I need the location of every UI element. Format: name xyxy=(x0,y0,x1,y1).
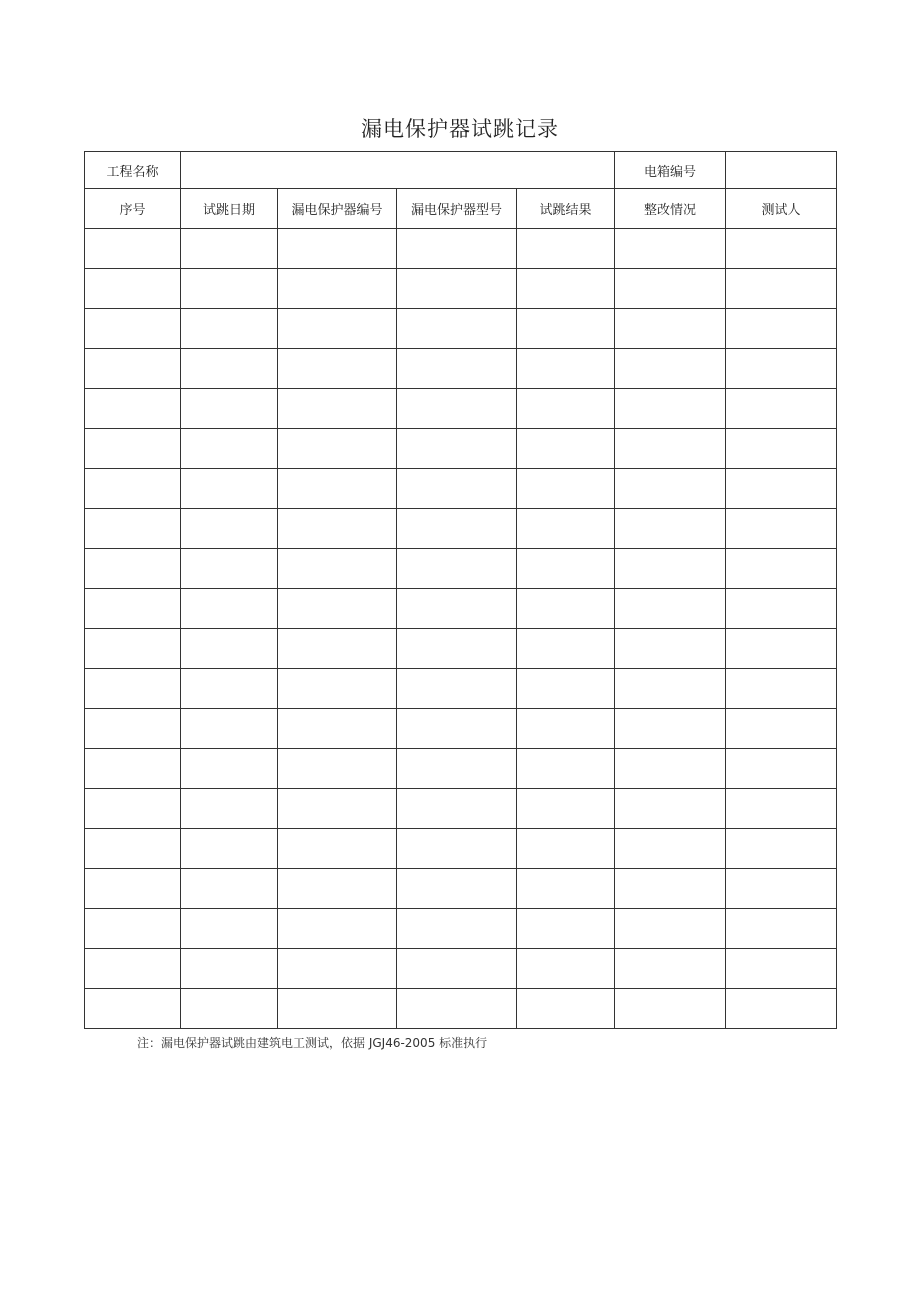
col-header-test-result: 试跳结果 xyxy=(517,189,615,229)
cell-rectification[interactable] xyxy=(615,869,726,909)
cell-serial[interactable] xyxy=(85,709,181,749)
cell-device-model[interactable] xyxy=(397,669,517,709)
project-info-row xyxy=(85,152,837,189)
cell-device-model[interactable] xyxy=(397,869,517,909)
table-row xyxy=(85,629,837,669)
cell-test-result[interactable] xyxy=(517,309,615,349)
col-header-device-model: 漏电保护器型号 xyxy=(397,189,517,229)
table-row xyxy=(85,349,837,389)
cell-device-model[interactable] xyxy=(397,989,517,1029)
cell-serial[interactable] xyxy=(85,589,181,629)
cell-test-date[interactable] xyxy=(181,389,278,429)
cell-tester[interactable] xyxy=(726,629,837,669)
cell-rectification[interactable] xyxy=(615,909,726,949)
cell-rectification[interactable] xyxy=(615,549,726,589)
cell-device-no[interactable] xyxy=(278,909,397,949)
cell-rectification[interactable] xyxy=(615,589,726,629)
cell-test-result[interactable] xyxy=(517,949,615,989)
cell-test-result[interactable] xyxy=(517,469,615,509)
table-row xyxy=(85,709,837,749)
cell-tester[interactable] xyxy=(726,469,837,509)
cell-test-date[interactable] xyxy=(181,469,278,509)
header-row xyxy=(85,189,837,229)
table-row xyxy=(85,749,837,789)
table-row xyxy=(85,269,837,309)
cell-serial[interactable] xyxy=(85,789,181,829)
cell-test-result[interactable] xyxy=(517,789,615,829)
table-row xyxy=(85,429,837,469)
project-name-label: 工程名称 xyxy=(85,152,181,189)
cell-device-model[interactable] xyxy=(397,949,517,989)
cell-test-date[interactable] xyxy=(181,509,278,549)
cell-tester[interactable] xyxy=(726,229,837,269)
cell-serial[interactable] xyxy=(85,549,181,589)
cell-test-result[interactable] xyxy=(517,629,615,669)
cell-device-no[interactable] xyxy=(278,669,397,709)
cell-rectification[interactable] xyxy=(615,949,726,989)
cell-device-model[interactable] xyxy=(397,909,517,949)
cell-serial[interactable] xyxy=(85,269,181,309)
cell-device-model[interactable] xyxy=(397,549,517,589)
cell-device-no[interactable] xyxy=(278,749,397,789)
cell-rectification[interactable] xyxy=(615,509,726,549)
cell-test-date[interactable] xyxy=(181,549,278,589)
cell-test-date[interactable] xyxy=(181,989,278,1029)
cell-device-no[interactable] xyxy=(278,429,397,469)
table-row xyxy=(85,989,837,1029)
cell-device-no[interactable] xyxy=(278,629,397,669)
cell-test-result[interactable] xyxy=(517,389,615,429)
cell-test-result[interactable] xyxy=(517,549,615,589)
cell-serial[interactable] xyxy=(85,869,181,909)
table-row xyxy=(85,909,837,949)
table-row xyxy=(85,589,837,629)
cell-tester[interactable] xyxy=(726,269,837,309)
cell-serial[interactable] xyxy=(85,989,181,1029)
project-name-cell[interactable] xyxy=(181,152,615,189)
cell-tester[interactable] xyxy=(726,789,837,829)
cell-tester[interactable] xyxy=(726,869,837,909)
cell-device-model[interactable] xyxy=(397,589,517,629)
box-no-cell[interactable] xyxy=(726,152,837,189)
cell-serial[interactable] xyxy=(85,429,181,469)
cell-rectification[interactable] xyxy=(615,989,726,1029)
table-row xyxy=(85,789,837,829)
col-header-test-date: 试跳日期 xyxy=(181,189,278,229)
cell-rectification[interactable] xyxy=(615,829,726,869)
cell-device-no[interactable] xyxy=(278,949,397,989)
cell-test-date[interactable] xyxy=(181,629,278,669)
cell-device-model[interactable] xyxy=(397,349,517,389)
cell-test-date[interactable] xyxy=(181,869,278,909)
cell-test-date[interactable] xyxy=(181,229,278,269)
cell-tester[interactable] xyxy=(726,749,837,789)
footnote: 注：漏电保护器试跳由建筑电工测试，依据 JGJ46-2005 标准执行 xyxy=(137,1036,488,1050)
cell-device-model[interactable] xyxy=(397,829,517,869)
cell-test-result[interactable] xyxy=(517,429,615,469)
table-row xyxy=(85,469,837,509)
cell-test-result[interactable] xyxy=(517,269,615,309)
cell-rectification[interactable] xyxy=(615,349,726,389)
cell-test-date[interactable] xyxy=(181,269,278,309)
cell-tester[interactable] xyxy=(726,429,837,469)
cell-device-model[interactable] xyxy=(397,229,517,269)
table-row xyxy=(85,229,837,269)
cell-device-no[interactable] xyxy=(278,709,397,749)
cell-test-result[interactable] xyxy=(517,509,615,549)
col-header-rectification: 整改情况 xyxy=(615,189,726,229)
cell-tester[interactable] xyxy=(726,389,837,429)
cell-rectification[interactable] xyxy=(615,269,726,309)
cell-tester[interactable] xyxy=(726,509,837,549)
cell-tester[interactable] xyxy=(726,829,837,869)
table-row xyxy=(85,869,837,909)
cell-rectification[interactable] xyxy=(615,749,726,789)
cell-device-model[interactable] xyxy=(397,749,517,789)
table-row xyxy=(85,549,837,589)
table-row xyxy=(85,829,837,869)
cell-device-no[interactable] xyxy=(278,509,397,549)
cell-rectification[interactable] xyxy=(615,669,726,709)
table-row xyxy=(85,309,837,349)
cell-device-no[interactable] xyxy=(278,469,397,509)
cell-test-date[interactable] xyxy=(181,429,278,469)
cell-serial[interactable] xyxy=(85,389,181,429)
table-row xyxy=(85,509,837,549)
cell-serial[interactable] xyxy=(85,349,181,389)
cell-serial[interactable] xyxy=(85,909,181,949)
cell-serial[interactable] xyxy=(85,509,181,549)
cell-test-date[interactable] xyxy=(181,709,278,749)
cell-rectification[interactable] xyxy=(615,709,726,749)
cell-device-model[interactable] xyxy=(397,429,517,469)
cell-rectification[interactable] xyxy=(615,789,726,829)
cell-test-date[interactable] xyxy=(181,909,278,949)
table-row xyxy=(85,949,837,989)
cell-serial[interactable] xyxy=(85,469,181,509)
cell-test-result[interactable] xyxy=(517,229,615,269)
cell-rectification[interactable] xyxy=(615,629,726,669)
cell-tester[interactable] xyxy=(726,949,837,989)
cell-tester[interactable] xyxy=(726,709,837,749)
cell-serial[interactable] xyxy=(85,829,181,869)
cell-test-date[interactable] xyxy=(181,589,278,629)
cell-device-no[interactable] xyxy=(278,309,397,349)
cell-serial[interactable] xyxy=(85,229,181,269)
cell-serial[interactable] xyxy=(85,309,181,349)
cell-device-no[interactable] xyxy=(278,989,397,1029)
cell-test-date[interactable] xyxy=(181,789,278,829)
page-title: 漏电保护器试跳记录 xyxy=(361,117,559,141)
cell-rectification[interactable] xyxy=(615,429,726,469)
cell-tester[interactable] xyxy=(726,669,837,709)
cell-tester[interactable] xyxy=(726,589,837,629)
cell-tester[interactable] xyxy=(726,309,837,349)
cell-device-no[interactable] xyxy=(278,269,397,309)
cell-device-no[interactable] xyxy=(278,869,397,909)
cell-device-model[interactable] xyxy=(397,469,517,509)
cell-test-result[interactable] xyxy=(517,749,615,789)
cell-test-date[interactable] xyxy=(181,949,278,989)
cell-device-model[interactable] xyxy=(397,269,517,309)
table-row xyxy=(85,389,837,429)
cell-test-date[interactable] xyxy=(181,749,278,789)
cell-tester[interactable] xyxy=(726,349,837,389)
cell-device-no[interactable] xyxy=(278,829,397,869)
cell-test-date[interactable] xyxy=(181,349,278,389)
cell-test-result[interactable] xyxy=(517,989,615,1029)
cell-test-date[interactable] xyxy=(181,829,278,869)
cell-serial[interactable] xyxy=(85,629,181,669)
cell-tester[interactable] xyxy=(726,989,837,1029)
cell-test-result[interactable] xyxy=(517,669,615,709)
record-table xyxy=(84,151,837,1029)
cell-tester[interactable] xyxy=(726,549,837,589)
cell-serial[interactable] xyxy=(85,749,181,789)
box-no-label: 电箱编号 xyxy=(615,152,726,189)
cell-serial[interactable] xyxy=(85,669,181,709)
cell-test-result[interactable] xyxy=(517,589,615,629)
cell-device-no[interactable] xyxy=(278,589,397,629)
cell-test-result[interactable] xyxy=(517,909,615,949)
cell-test-date[interactable] xyxy=(181,669,278,709)
cell-device-no[interactable] xyxy=(278,389,397,429)
cell-device-no[interactable] xyxy=(278,789,397,829)
col-header-tester: 测试人 xyxy=(726,189,837,229)
table-row xyxy=(85,669,837,709)
cell-test-result[interactable] xyxy=(517,829,615,869)
col-header-device-no: 漏电保护器编号 xyxy=(278,189,397,229)
cell-device-no[interactable] xyxy=(278,229,397,269)
cell-device-no[interactable] xyxy=(278,349,397,389)
cell-device-model[interactable] xyxy=(397,509,517,549)
cell-tester[interactable] xyxy=(726,909,837,949)
cell-device-model[interactable] xyxy=(397,629,517,669)
cell-device-model[interactable] xyxy=(397,709,517,749)
cell-device-model[interactable] xyxy=(397,789,517,829)
cell-rectification[interactable] xyxy=(615,309,726,349)
cell-device-no[interactable] xyxy=(278,549,397,589)
cell-serial[interactable] xyxy=(85,949,181,989)
cell-test-result[interactable] xyxy=(517,349,615,389)
cell-test-result[interactable] xyxy=(517,869,615,909)
col-header-serial: 序号 xyxy=(85,189,181,229)
cell-device-model[interactable] xyxy=(397,309,517,349)
cell-test-result[interactable] xyxy=(517,709,615,749)
cell-rectification[interactable] xyxy=(615,389,726,429)
cell-device-model[interactable] xyxy=(397,389,517,429)
cell-rectification[interactable] xyxy=(615,229,726,269)
cell-test-date[interactable] xyxy=(181,309,278,349)
cell-rectification[interactable] xyxy=(615,469,726,509)
